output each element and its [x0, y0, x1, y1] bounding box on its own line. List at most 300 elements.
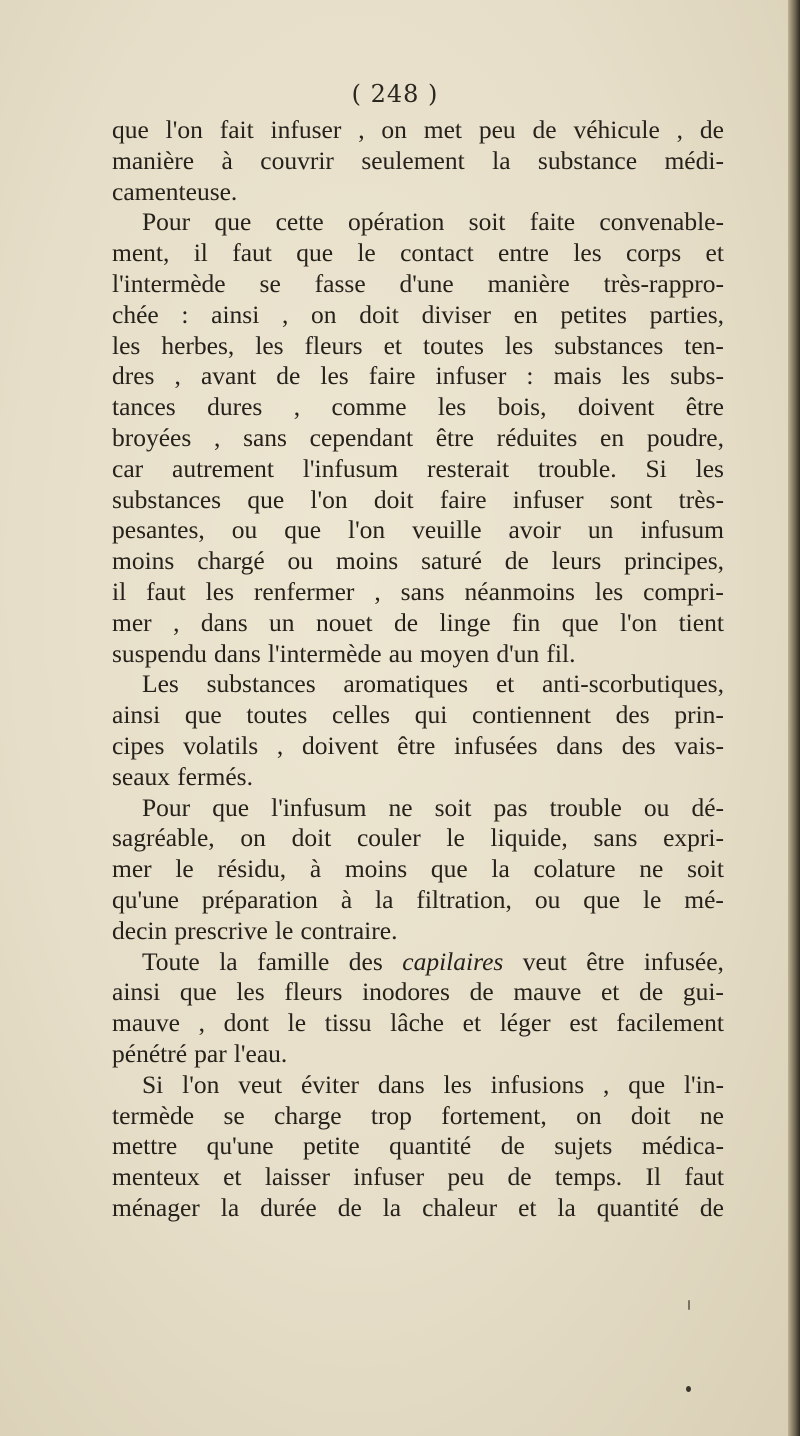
- word: à: [221, 145, 233, 175]
- word: ,: [214, 422, 221, 452]
- word: autrement: [172, 453, 274, 483]
- word: l'on: [165, 115, 203, 144]
- word: que: [583, 884, 621, 914]
- word: éviter: [300, 1069, 360, 1099]
- word: faut: [684, 1162, 724, 1192]
- text-line: [112, 700, 724, 731]
- word: trouble: [549, 792, 622, 822]
- word: celles: [331, 700, 391, 730]
- word: pas: [493, 792, 528, 822]
- word: filtration,: [416, 884, 512, 914]
- word: mauve: [513, 977, 582, 1007]
- word: en: [600, 422, 625, 452]
- word: l'on: [619, 607, 658, 637]
- word: faite: [529, 207, 576, 237]
- word: on: [240, 823, 266, 853]
- word: l'infusum: [271, 792, 367, 822]
- word: sujets: [554, 1131, 613, 1161]
- word: des: [621, 730, 656, 760]
- word: à: [309, 854, 322, 884]
- word: seaux: [112, 761, 171, 791]
- word: poudre,: [646, 422, 724, 452]
- word: le: [287, 1008, 307, 1038]
- word: doit: [373, 484, 414, 514]
- word: on: [576, 1100, 602, 1130]
- word: la: [557, 1192, 576, 1222]
- word: dans: [200, 607, 248, 637]
- text-line: [112, 947, 724, 978]
- ink-speck: [688, 1300, 690, 1310]
- word: la: [375, 884, 394, 914]
- word: soit: [434, 792, 472, 822]
- word: parties,: [649, 299, 724, 329]
- word: temps.: [554, 1162, 623, 1192]
- word: ,: [174, 361, 181, 391]
- word: des: [348, 946, 383, 976]
- word: fleurs: [284, 977, 343, 1007]
- word: se: [259, 268, 281, 298]
- word: resterait: [426, 453, 510, 483]
- word: camenteuse.: [112, 176, 238, 206]
- word: infuser: [270, 115, 342, 144]
- word: la: [491, 854, 510, 884]
- word: ainsi: [112, 700, 161, 730]
- word: ne: [639, 854, 664, 884]
- word: met: [423, 115, 462, 144]
- word: réduites: [496, 422, 578, 452]
- word: est: [569, 1008, 598, 1038]
- book-spine-shadow: [788, 0, 800, 1436]
- word: et: [600, 977, 620, 1007]
- word: Si: [142, 1069, 164, 1099]
- word: sagréable,: [112, 823, 215, 853]
- word: le: [446, 823, 465, 853]
- word: faut: [146, 576, 186, 606]
- word: les: [621, 361, 651, 391]
- word: contact: [400, 238, 474, 268]
- word: de: [276, 361, 301, 391]
- word: les: [255, 330, 284, 360]
- text-line: [112, 823, 724, 854]
- word: ,: [282, 299, 289, 329]
- text-line: [112, 1070, 724, 1101]
- word: famille: [257, 946, 330, 976]
- word: sans: [593, 823, 638, 853]
- word: broyées: [112, 422, 192, 452]
- word: faire: [368, 361, 416, 391]
- word: de: [639, 977, 664, 1007]
- text-line: [112, 762, 724, 793]
- word: en: [513, 299, 538, 329]
- word: termède: [112, 1100, 195, 1130]
- word: leurs: [551, 546, 602, 576]
- word: l'on: [310, 484, 348, 514]
- word: corps: [625, 238, 682, 268]
- text-line: [112, 361, 724, 392]
- word: de: [532, 115, 557, 144]
- word: colature: [533, 854, 616, 884]
- word: léger: [499, 1008, 551, 1038]
- word: cependant: [309, 422, 414, 452]
- word: quantité: [596, 1192, 679, 1222]
- word: bois,: [497, 392, 547, 422]
- word: veut: [238, 1069, 283, 1099]
- word: et: [518, 1192, 537, 1222]
- word: peu: [447, 1162, 485, 1192]
- ink-speck: [686, 1386, 691, 1392]
- word: ne: [699, 1100, 724, 1130]
- word: gui-: [682, 977, 724, 1007]
- word: tient: [678, 607, 724, 637]
- text-line: [112, 331, 724, 362]
- word: des: [615, 700, 650, 730]
- word: infuser: [435, 361, 507, 391]
- text-line: [112, 115, 724, 146]
- word: veut: [522, 946, 567, 976]
- word: chaleur: [422, 1192, 498, 1222]
- word: ,: [603, 1069, 610, 1099]
- word: volatils: [183, 730, 259, 760]
- word: ,: [676, 115, 684, 144]
- word: l'on: [182, 1069, 220, 1099]
- word: mé-: [684, 884, 724, 914]
- word: nouet: [315, 607, 373, 637]
- text-line: [112, 392, 724, 423]
- word: expri-: [663, 823, 724, 853]
- text-line: [112, 916, 724, 947]
- word: les: [112, 330, 141, 360]
- word: substances: [554, 330, 664, 360]
- word: Pour: [142, 207, 191, 237]
- word: très-: [678, 484, 724, 514]
- text-line: [112, 454, 724, 485]
- word: mauve: [112, 1008, 180, 1038]
- text-line: [112, 1039, 724, 1070]
- text-line: [112, 546, 724, 577]
- word: ménager: [112, 1192, 200, 1222]
- word: l'on: [348, 515, 386, 545]
- word: vais-: [674, 730, 724, 760]
- word: toutes: [246, 700, 308, 730]
- word: de: [469, 977, 494, 1007]
- word: quantité: [389, 1131, 472, 1161]
- word: trouble.: [537, 453, 617, 483]
- word: avoir: [508, 515, 561, 545]
- word: cipes: [112, 730, 165, 760]
- word: :: [181, 299, 189, 329]
- word: avant: [200, 361, 257, 391]
- word: fasse: [314, 268, 366, 298]
- word: soit: [687, 854, 724, 884]
- word: Toute: [142, 946, 200, 976]
- word: de: [699, 115, 724, 144]
- word: le: [175, 854, 194, 884]
- word: ,: [173, 607, 180, 637]
- word: doivent: [301, 730, 379, 760]
- word: moyen: [419, 638, 490, 668]
- word: toutes: [422, 330, 484, 360]
- word: ou: [534, 884, 561, 914]
- word: les: [695, 453, 724, 483]
- word: mettre: [112, 1131, 178, 1161]
- word: le: [357, 238, 376, 268]
- word: couler: [356, 823, 421, 853]
- word: infusées: [454, 730, 538, 760]
- word: mais: [553, 361, 602, 391]
- text-line: [112, 977, 724, 1008]
- text-line: [112, 608, 724, 639]
- word: car: [112, 453, 144, 483]
- word: dé-: [691, 792, 724, 822]
- word: les: [573, 238, 602, 268]
- word: qu'une: [206, 1131, 274, 1161]
- word: on: [381, 115, 407, 144]
- word: substances: [112, 484, 222, 514]
- word: les: [236, 977, 265, 1007]
- word: Les: [142, 669, 179, 699]
- word: ,: [358, 115, 365, 144]
- page-number: ( 248 ): [351, 80, 439, 108]
- word: que: [112, 115, 149, 144]
- text-line: [112, 207, 724, 238]
- word: que: [430, 854, 468, 884]
- word: d'un: [496, 638, 540, 668]
- word: convenable-: [599, 207, 724, 237]
- word: petite: [303, 1131, 360, 1161]
- word: être: [586, 946, 625, 976]
- word: de: [507, 1162, 532, 1192]
- word: durée: [260, 1192, 317, 1222]
- word: aromatiques: [343, 669, 469, 699]
- word: médica-: [641, 1131, 724, 1161]
- text-line: [112, 423, 724, 454]
- word: diviser: [421, 299, 491, 329]
- word: charge: [274, 1100, 342, 1130]
- word: fin: [511, 607, 541, 637]
- word: infusum: [640, 515, 724, 545]
- word: le: [642, 884, 662, 914]
- word: que: [214, 207, 252, 237]
- word: de: [500, 1131, 525, 1161]
- word: mer: [112, 854, 152, 884]
- word: doit: [359, 299, 399, 329]
- word: manière: [487, 268, 570, 298]
- word: moins: [112, 546, 175, 576]
- word: ou: [643, 792, 670, 822]
- body-text: [112, 115, 724, 1224]
- word: infuser: [353, 1162, 425, 1192]
- word: contiennent: [472, 700, 591, 730]
- text-line: [112, 177, 724, 208]
- word: dres: [112, 361, 155, 391]
- word: de: [394, 607, 419, 637]
- word: dures: [207, 392, 263, 422]
- word: compri-: [643, 576, 724, 606]
- word: fleurs: [304, 330, 363, 360]
- word: fil.: [546, 638, 576, 668]
- word: principes,: [624, 546, 724, 576]
- word: tances: [112, 392, 176, 422]
- word: de: [504, 546, 529, 576]
- text-line: [112, 669, 724, 700]
- word: cette: [275, 207, 324, 237]
- word: que: [628, 1069, 666, 1099]
- word: la: [219, 946, 238, 976]
- word: liquide,: [490, 823, 568, 853]
- word: couvrir: [260, 145, 334, 175]
- word: substances: [206, 669, 316, 699]
- word: véhicule: [573, 115, 660, 144]
- text-line: [112, 793, 724, 824]
- text-line: [112, 1101, 724, 1132]
- word: que: [561, 607, 599, 637]
- word: que: [184, 700, 222, 730]
- word: que: [247, 484, 285, 514]
- word: chargé: [197, 546, 265, 576]
- word: infusions: [490, 1069, 585, 1099]
- word: l'intermède: [267, 638, 382, 668]
- word: dans: [377, 1069, 425, 1099]
- word: doivent: [577, 392, 655, 422]
- word: ne: [388, 792, 413, 822]
- word: ten-: [684, 330, 724, 360]
- word: il: [112, 576, 127, 606]
- word: de: [699, 1192, 724, 1222]
- word: infuser: [512, 484, 584, 514]
- word: menteux: [112, 1162, 200, 1192]
- text-line: [112, 731, 724, 762]
- word: résidu,: [217, 854, 287, 884]
- word: trop: [370, 1100, 412, 1130]
- word: substance: [537, 145, 638, 175]
- word: facilement: [616, 1008, 724, 1038]
- word: ment,: [112, 238, 170, 268]
- word: fortement,: [441, 1100, 547, 1130]
- word: les: [443, 1069, 472, 1099]
- word: herbes,: [161, 330, 235, 360]
- word: sans: [243, 422, 287, 452]
- word: par: [194, 1038, 227, 1068]
- word: faut: [232, 238, 272, 268]
- word: très-rappro-: [603, 268, 724, 298]
- text-line: [112, 485, 724, 516]
- word: pesantes,: [112, 515, 205, 545]
- word: il: [193, 238, 208, 268]
- word: renfermer: [253, 576, 355, 606]
- text-line: [112, 1162, 724, 1193]
- word: Il: [645, 1162, 662, 1192]
- word: ou: [231, 515, 258, 545]
- word: prescrive: [174, 915, 268, 945]
- word: les: [320, 361, 349, 391]
- word: et: [705, 238, 724, 268]
- word: Pour: [142, 792, 191, 822]
- word: saturé: [421, 546, 482, 576]
- word: l'eau.: [233, 1038, 288, 1068]
- text-line: [112, 300, 724, 331]
- word: la: [220, 1192, 240, 1222]
- text-line: [112, 1193, 724, 1224]
- word: veuille: [412, 515, 482, 545]
- word: ou: [287, 546, 314, 576]
- word: ,: [293, 392, 301, 422]
- word: :: [526, 361, 534, 391]
- word: entre: [498, 238, 549, 268]
- word: que: [284, 515, 322, 545]
- word: qu'une: [112, 884, 179, 914]
- text-line: [112, 146, 724, 177]
- word: manière: [112, 145, 195, 175]
- word: inodores: [362, 977, 450, 1007]
- word: ainsi: [112, 977, 161, 1007]
- word: lâche: [390, 1008, 444, 1038]
- word: l'in-: [683, 1069, 724, 1099]
- word: fermés.: [177, 761, 253, 791]
- word: que: [212, 792, 250, 822]
- text-line: [112, 1008, 724, 1039]
- word: être: [397, 730, 436, 760]
- text-line: [112, 238, 724, 269]
- word: infusée,: [643, 946, 724, 976]
- word: les: [504, 330, 534, 360]
- word: les: [437, 392, 467, 422]
- word: suspendu: [112, 638, 207, 668]
- word: on: [311, 299, 337, 329]
- word: tissu: [324, 1008, 372, 1038]
- word: sont: [609, 484, 653, 514]
- word: capilaires: [402, 946, 504, 976]
- word: ainsi: [211, 299, 260, 329]
- word: de: [337, 1192, 362, 1222]
- word: mer: [112, 607, 152, 637]
- word: moins: [335, 546, 399, 576]
- word: préparation: [201, 884, 318, 914]
- text-line: [112, 269, 724, 300]
- word: petites: [560, 299, 627, 329]
- word: ,: [198, 1008, 206, 1038]
- word: linge: [439, 607, 491, 637]
- word: faire: [439, 484, 487, 514]
- text-line: [112, 854, 724, 885]
- word: et: [383, 330, 402, 360]
- word: dont: [223, 1008, 270, 1038]
- word: l'intermède: [112, 268, 226, 298]
- word: être: [435, 422, 474, 452]
- word: prin-: [674, 700, 724, 730]
- word: que: [179, 977, 217, 1007]
- word: qui: [414, 700, 448, 730]
- word: et: [495, 669, 515, 699]
- word: un: [587, 515, 614, 545]
- word: le: [274, 915, 294, 945]
- text-line: [112, 1131, 724, 1162]
- word: contraire.: [300, 915, 398, 945]
- word: que: [296, 238, 334, 268]
- word: les: [205, 576, 234, 606]
- word: chée: [112, 299, 159, 329]
- word: dans: [556, 730, 604, 760]
- word: seulement: [361, 145, 465, 175]
- word: ,: [374, 576, 381, 606]
- word: la: [492, 145, 511, 175]
- word: sans: [400, 576, 445, 606]
- text-line: [112, 639, 724, 670]
- word: moins: [344, 854, 408, 884]
- word: les: [594, 576, 624, 606]
- text-line: [112, 577, 724, 608]
- word: se: [223, 1100, 245, 1130]
- word: la: [382, 1192, 402, 1222]
